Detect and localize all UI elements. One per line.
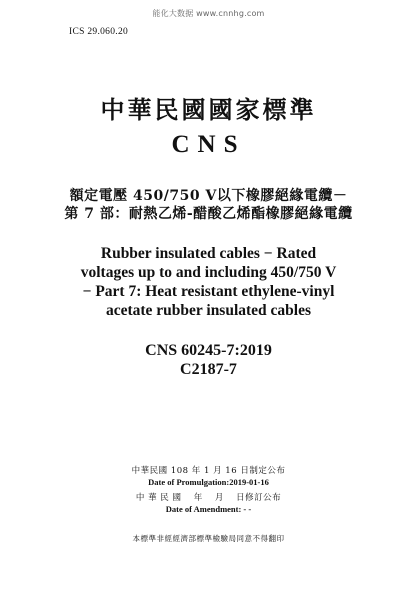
title-en-line-2: voltages up to and including 450/750 V [80,264,337,281]
national-standard-title-zh: 中華民國國家標準 [100,95,317,124]
amendment-date-zh: 中 華 民 國 年 月 日修訂公布 [135,493,282,503]
cns-code: CNS [171,131,246,158]
title-en-line-4: acetate rubber insulated cables [105,302,312,319]
standard-number: CNS 60245-7:2019 [145,342,272,359]
promulgation-date-en: Date of Promulgation:2019-01-16 [148,477,269,487]
watermark-text: 能化大数据 www.cnnhg.com [152,9,265,18]
promulgation-date-zh: 中華民國 108 年 1 月 16 日制定公布 [131,466,286,476]
subtitle-zh-line-1: 額定電壓 450/750 V以下橡膠絕緣電纜－ [69,188,348,204]
classification-number: C2187-7 [180,361,237,378]
subtitle-zh-line-2: 第 7 部：耐熱乙烯-醋酸乙烯酯橡膠絕緣電纜 [64,206,353,222]
amendment-date-en: Date of Amendment: - - [165,504,252,514]
title-en-line-1: Rubber insulated cables − Rated [100,245,317,262]
copyright-notice: 本標準非經經濟部標準檢驗局同意不得翻印 [132,534,285,543]
ics-code: ICS 29.060.20 [69,27,129,37]
title-en-line-3: − Part 7: Heat resistant ethylene-vinyl [82,283,335,300]
